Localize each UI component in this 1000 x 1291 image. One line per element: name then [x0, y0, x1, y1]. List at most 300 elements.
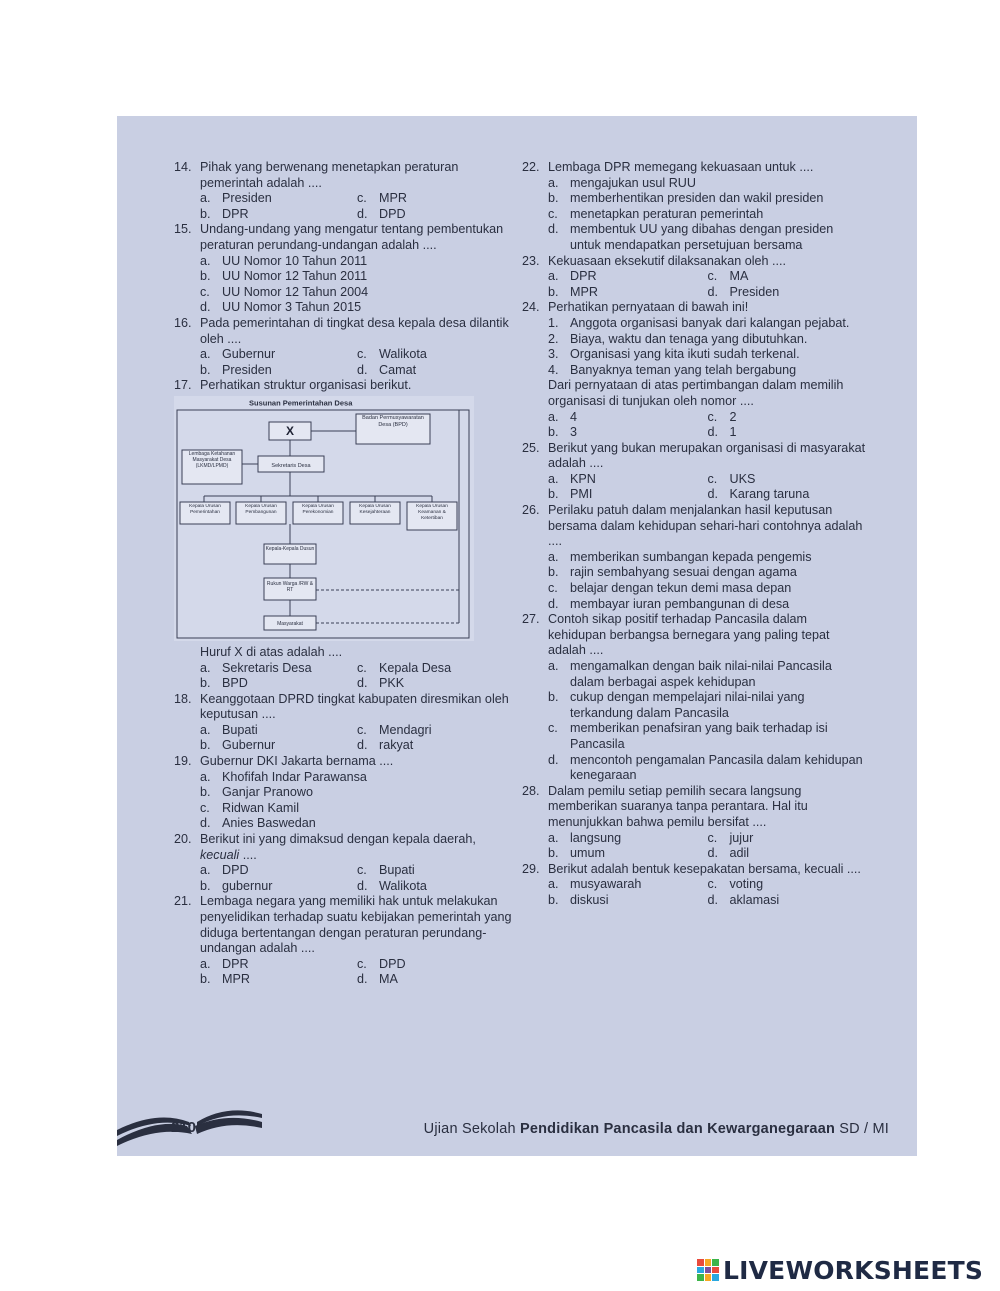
option-letter: d. — [357, 362, 368, 377]
option-text: BPD — [222, 676, 248, 691]
org-rukun-label: Rukun Warga /RW & RT — [266, 580, 314, 593]
option-text: voting — [729, 877, 764, 892]
options-23 — [548, 269, 867, 300]
option-text: Presiden — [222, 191, 272, 206]
option-text: KPN — [570, 471, 596, 486]
options-29 — [548, 877, 867, 908]
left-column — [174, 160, 514, 988]
question-17 — [174, 378, 514, 394]
option[interactable] — [200, 723, 357, 739]
question-18 — [174, 692, 514, 723]
option[interactable] — [708, 846, 868, 862]
footer-prefix: Ujian Sekolah — [423, 1121, 520, 1137]
option-letter: a. — [200, 722, 211, 737]
option-text: UKS — [729, 471, 756, 486]
question-22 — [522, 160, 867, 176]
option[interactable] — [200, 285, 514, 301]
option-letter: b. — [200, 269, 211, 284]
option-letter: a. — [200, 347, 211, 362]
statement-number: 2. — [548, 331, 559, 346]
option[interactable] — [357, 863, 514, 879]
option-letter: b. — [200, 972, 211, 987]
option-letter: d. — [200, 300, 211, 315]
option-text: DPR — [222, 206, 249, 221]
option[interactable] — [708, 425, 868, 441]
question-text: Berikut yang bukan merupakan organisasi di masyarakat adalah .... — [548, 440, 866, 471]
option[interactable] — [548, 831, 708, 847]
brand-icon-cell — [697, 1267, 704, 1274]
option-letter: b. — [200, 362, 211, 377]
option-text: Kepala Desa — [379, 660, 452, 675]
option[interactable] — [548, 410, 708, 426]
option[interactable] — [200, 269, 514, 285]
question-text: Pada pemerintahan di tingkat desa kepala desa dilantik oleh .... — [200, 315, 509, 346]
option-letter: c. — [548, 581, 558, 596]
option-text: Bupati — [222, 722, 258, 737]
option-text: memberikan sumbangan kepada pengemis — [570, 549, 812, 564]
right-column — [522, 160, 867, 909]
brand-icon-cell — [712, 1259, 719, 1266]
question-text: Lembaga negara yang memiliki hak untuk melakukan penyelidikan terhadap suatu kebijakan pemerintah yang diduga bertentangan dengan peraturan perundang-undangan adalah .... — [200, 894, 512, 956]
org-chart — [174, 396, 474, 641]
option-letter: d. — [357, 972, 368, 987]
option-text: MPR — [222, 972, 250, 987]
option-letter: a. — [548, 471, 559, 486]
option-letter: b. — [548, 284, 559, 299]
option[interactable] — [548, 893, 708, 909]
option[interactable] — [357, 879, 514, 895]
brand-icon-cell — [697, 1259, 704, 1266]
org-urusan-label: Kepala Urusan Keamanan & Ketertiban — [416, 503, 448, 521]
option-letter: c. — [357, 956, 367, 971]
question-14 — [174, 160, 514, 191]
option[interactable] — [548, 487, 708, 503]
option-text: DPD — [379, 206, 406, 221]
option[interactable] — [200, 738, 357, 754]
option-letter: b. — [200, 738, 211, 753]
org-urusan-label: Kepala Urusan Pembangunan — [245, 503, 277, 515]
option-text: Khofifah Indar Parawansa — [222, 769, 367, 784]
option[interactable] — [200, 676, 357, 692]
question-26 — [522, 503, 867, 550]
question-text: Undang-undang yang mengatur tentang pembentukan peraturan perundang-undangan adalah .... — [200, 222, 504, 252]
option-text: MPR — [570, 284, 598, 299]
option[interactable] — [708, 410, 868, 426]
options-18 — [200, 723, 514, 754]
statement — [548, 363, 867, 379]
option-text: cukup dengan mempelajari nilai-nilai yang terkandung dalam Pancasila — [570, 690, 805, 720]
option-letter: a. — [548, 409, 559, 424]
option-text: 3 — [570, 425, 578, 440]
option[interactable] — [708, 877, 868, 893]
option-text: Bupati — [379, 863, 415, 878]
question-text: Dalam pemilu setiap pemilih secara langsung memberikan suaranya tanpa perantara. Hal itu menunjukkan bahwa pemilu bersifat .... — [548, 783, 808, 829]
worksheet-page — [117, 116, 917, 1156]
option-text: UU Nomor 10 Tahun 2011 — [222, 253, 368, 268]
option-letter: c. — [548, 206, 558, 221]
option[interactable] — [548, 176, 867, 192]
option-letter: b. — [548, 846, 559, 861]
question-number: 22. — [522, 160, 540, 174]
option-text: Mendagri — [379, 722, 432, 737]
footer-title-bold: Pendidikan Pancasila dan Kewarganegaraan — [519, 1121, 836, 1137]
option-letter: a. — [548, 877, 559, 892]
option-text: Gubernur — [222, 738, 276, 753]
option[interactable] — [548, 269, 708, 285]
org-urusan-label: Kepala Urusan Pemerintahan — [189, 503, 221, 515]
option-text: Camat — [379, 362, 417, 377]
option-text: MA — [729, 269, 749, 284]
option[interactable] — [548, 690, 867, 721]
option-letter: b. — [200, 878, 211, 893]
option-letter: c. — [200, 800, 210, 815]
option-text: aklamasi — [729, 892, 780, 907]
option-text: 2 — [729, 409, 737, 424]
option[interactable] — [200, 972, 357, 988]
option[interactable] — [548, 222, 867, 253]
option-text: umum — [570, 846, 605, 861]
options-28 — [548, 831, 867, 862]
options-20 — [200, 863, 514, 894]
statement-number: 3. — [548, 347, 559, 362]
option[interactable] — [357, 676, 514, 692]
question-text: Contoh sikap positif terhadap Pancasila dalam kehidupan berbangsa bernegara yang paling tepat adalah .... — [548, 612, 830, 658]
option-text: belajar dengan tekun demi masa depan — [570, 581, 792, 596]
question-number: 15. — [174, 222, 192, 237]
option-text: memberikan penafsiran yang baik terhadap isi Pancasila — [570, 721, 828, 751]
option[interactable] — [708, 472, 868, 488]
option[interactable] — [200, 207, 357, 223]
option-text: UU Nomor 12 Tahun 2004 — [222, 284, 369, 299]
question-text: Perilaku patuh dalam menjalankan hasil keputusan bersama dalam kehidupan sehari-hari contohnya adalah .... — [548, 503, 863, 549]
option-letter: a. — [200, 191, 211, 206]
options-21 — [200, 957, 514, 988]
question-19 — [174, 754, 514, 770]
option-text: PKK — [379, 676, 405, 691]
question-27 — [522, 612, 867, 659]
option-text: Karang taruna — [729, 487, 810, 502]
option[interactable] — [200, 661, 357, 677]
option-text: diskusi — [570, 892, 609, 907]
option[interactable] — [548, 550, 867, 566]
option-letter: c. — [200, 284, 210, 299]
org-dusun-label: Kepala-Kepala Dusun — [265, 545, 315, 552]
statement-text: Biaya, waktu dan tenaga yang dibutuhkan. — [570, 331, 808, 346]
option-letter: a. — [548, 659, 559, 673]
question-number: 28. — [522, 783, 540, 798]
option[interactable] — [548, 191, 867, 207]
option-letter: a. — [200, 660, 211, 675]
option-text: Gubernur — [222, 347, 276, 362]
question-15 — [174, 222, 514, 253]
option[interactable] — [357, 723, 514, 739]
option-letter: b. — [548, 191, 559, 206]
option-text: mengajukan usul RUU — [570, 175, 696, 190]
option[interactable] — [200, 347, 357, 363]
statement-text: Banyaknya teman yang telah bergabung — [570, 362, 797, 377]
option-letter: d. — [357, 676, 368, 691]
options-16 — [200, 347, 514, 378]
org-masyarakat-label: Masyarakat — [277, 620, 303, 627]
option-text: rajin sembahyang sesuai dengan agama — [570, 565, 797, 580]
liveworksheets-logo — [697, 1256, 983, 1284]
org-x-label: X — [285, 423, 295, 438]
option-letter: d. — [548, 596, 559, 611]
option-letter: c. — [707, 830, 718, 845]
liveworksheets-icon — [697, 1259, 719, 1281]
question-number: 29. — [522, 861, 540, 876]
question-number: 24. — [522, 300, 540, 315]
option[interactable] — [357, 363, 514, 379]
question-text: Keanggotaan DPRD tingkat kabupaten diresmikan oleh keputusan .... — [200, 691, 509, 722]
statement-text: Anggota organisasi banyak dari kalangan pejabat. — [570, 315, 850, 330]
org-urusan-label: Kepala Urusan Kesejahteraan — [359, 503, 391, 515]
option[interactable] — [708, 285, 868, 301]
question-20 — [174, 832, 514, 863]
brand-name: LIVEWORKSHEETS — [723, 1255, 984, 1285]
option[interactable] — [200, 363, 357, 379]
option-text: memberhentikan presiden dan wakil presiden — [570, 191, 824, 206]
question-number: 26. — [522, 503, 540, 518]
option-text: DPR — [222, 956, 249, 971]
option-letter: d. — [707, 284, 719, 299]
question-number: 27. — [522, 612, 540, 627]
option[interactable] — [548, 721, 867, 752]
option-text: gubernur — [222, 878, 273, 893]
org-sekretaris-label: Sekretaris Desa — [271, 462, 311, 469]
option-letter: a. — [548, 549, 559, 564]
option-text: Ridwan Kamil — [222, 800, 299, 815]
option-text: UU Nomor 3 Tahun 2015 — [222, 300, 362, 315]
org-bpd-label: Badan Permusyawaratan Desa (BPD) — [362, 414, 424, 428]
question-text-end: .... — [239, 847, 257, 862]
option-letter: b. — [200, 785, 211, 800]
option-letter: b. — [200, 676, 211, 691]
option-letter: a. — [200, 769, 211, 784]
brand-icon-cell — [705, 1259, 712, 1266]
option-letter: b. — [548, 425, 559, 440]
option-letter: b. — [548, 892, 559, 907]
footer-suffix: SD / MI — [835, 1121, 889, 1137]
option-text: DPD — [379, 956, 406, 971]
option-text: jujur — [729, 830, 754, 845]
question-text: Perhatikan pernyataan di bawah ini! — [548, 300, 749, 315]
question-text: Kekuasaan eksekutif dilaksanakan oleh .... — [548, 253, 787, 268]
question-number: 19. — [174, 754, 192, 769]
question-text: Perhatikan struktur organisasi berikut. — [200, 378, 412, 393]
option[interactable] — [200, 863, 357, 879]
option[interactable] — [548, 877, 708, 893]
options-25 — [548, 472, 867, 503]
option-letter: c. — [357, 660, 367, 675]
option-text: Sekretaris Desa — [222, 660, 312, 675]
option-text: Ganjar Pranowo — [222, 785, 314, 800]
option[interactable] — [200, 801, 514, 817]
option[interactable] — [548, 207, 867, 223]
option-letter: d. — [707, 425, 719, 440]
question-number: 23. — [522, 253, 540, 268]
option[interactable] — [548, 565, 867, 581]
option[interactable] — [200, 957, 357, 973]
option-letter: d. — [548, 752, 559, 767]
option[interactable] — [548, 425, 708, 441]
brand-icon-cell — [697, 1274, 704, 1281]
options-24 — [548, 410, 867, 441]
option-letter: d. — [357, 878, 368, 893]
option[interactable] — [357, 207, 514, 223]
option-text: 1 — [729, 425, 737, 440]
question-24-followup: Dari pernyataan di atas pertimbangan dalam memilih organisasi di tunjukan oleh nomor .... — [548, 378, 844, 408]
option-text: DPD — [222, 863, 249, 878]
question-number: 16. — [174, 315, 192, 330]
option[interactable] — [357, 191, 514, 207]
org-lembaga-label: Lembaga Ketahanan Masyarakat Desa (LKMD/LPMD) — [188, 450, 236, 469]
option[interactable] — [200, 254, 514, 270]
option-text: Presiden — [222, 362, 272, 377]
question-28 — [522, 784, 867, 831]
option-letter: b. — [548, 487, 559, 502]
option[interactable] — [548, 659, 867, 690]
question-16 — [174, 316, 514, 347]
option-letter: d. — [707, 846, 719, 861]
option-letter: b. — [548, 565, 559, 580]
option-letter: d. — [707, 892, 719, 907]
option-letter: c. — [548, 721, 558, 736]
option-letter: a. — [200, 956, 211, 971]
option-letter: b. — [200, 206, 211, 221]
option[interactable] — [357, 661, 514, 677]
option-letter: c. — [707, 409, 718, 424]
option[interactable] — [357, 347, 514, 363]
option-text: MPR — [379, 191, 407, 206]
option-text: MA — [379, 972, 398, 987]
option-letter: c. — [707, 877, 718, 892]
option-letter: a. — [548, 175, 559, 190]
option-letter: c. — [357, 863, 367, 878]
option-letter: c. — [357, 191, 367, 206]
option-text: mengamalkan dengan baik nilai-nilai Pancasila dalam berbagai aspek kehidupan — [570, 659, 832, 689]
option-text: Walikota — [379, 347, 427, 362]
option-text: musyawarah — [570, 877, 642, 892]
option-text: Anies Baswedan — [222, 816, 316, 831]
options-14 — [200, 191, 514, 222]
option-text: membayar iuran pembangunan di desa — [570, 596, 790, 611]
option-letter: d. — [357, 738, 368, 753]
option-text: mencontoh pengamalan Pancasila dalam kehidupan kenegaraan — [570, 752, 863, 783]
statement — [548, 332, 867, 348]
page-number: 210 — [171, 1119, 197, 1136]
statement-number: 4. — [548, 362, 559, 377]
option-letter: a. — [548, 830, 559, 845]
option[interactable] — [548, 753, 867, 784]
org-urusan-label: Kepala Urusan Perekonomian — [302, 503, 334, 515]
question-17-prompt: Huruf X di atas adalah .... — [200, 644, 343, 659]
option-text: 4 — [570, 409, 578, 424]
option-letter: d. — [200, 816, 211, 831]
option[interactable] — [357, 738, 514, 754]
question-text: Gubernur DKI Jakarta bernama .... — [200, 754, 394, 769]
option-letter: d. — [707, 487, 719, 502]
question-text: Berikut ini yang dimaksud dengan kepala daerah, — [200, 832, 476, 847]
question-29 — [522, 862, 867, 878]
question-24 — [522, 300, 867, 316]
brand-icon-cell — [705, 1274, 712, 1281]
option[interactable] — [200, 770, 514, 786]
option[interactable] — [548, 846, 708, 862]
option-text: UU Nomor 12 Tahun 2011 — [222, 269, 368, 284]
options-17 — [200, 661, 514, 692]
option[interactable] — [708, 269, 868, 285]
option-letter: d. — [357, 206, 368, 221]
question-21 — [174, 894, 514, 956]
option-letter: d. — [548, 222, 559, 237]
question-text: Berikut adalah bentuk kesepakatan bersama, kecuali .... — [548, 861, 861, 876]
option[interactable] — [200, 785, 514, 801]
option-letter: c. — [707, 471, 718, 486]
option-text: DPR — [570, 269, 597, 284]
option[interactable] — [548, 581, 867, 597]
page-footer — [117, 1096, 917, 1156]
statement — [548, 347, 867, 363]
option-text: adil — [729, 846, 750, 861]
question-23 — [522, 254, 867, 270]
option[interactable] — [357, 972, 514, 988]
statement-text: Organisasi yang kita ikuti sudah terkenal. — [570, 347, 800, 362]
option-text: Presiden — [729, 284, 780, 299]
option-letter: c. — [707, 269, 718, 284]
footer-title — [424, 1121, 889, 1137]
question-number: 21. — [174, 894, 192, 909]
option[interactable] — [708, 487, 868, 503]
question-text-emphasis: kecuali — [200, 847, 240, 862]
option[interactable] — [200, 191, 357, 207]
option-letter: c. — [357, 347, 367, 362]
option-letter: a. — [200, 253, 211, 268]
question-number: 20. — [174, 832, 192, 847]
org-chart-title: Susunan Pemerintahan Desa — [249, 398, 353, 408]
question-25 — [522, 441, 867, 472]
option-text: membentuk UU yang dibahas dengan presiden untuk mendapatkan persetujuan bersama — [570, 222, 834, 252]
option-text: PMI — [570, 487, 593, 502]
option-letter: c. — [357, 722, 367, 737]
question-text: Lembaga DPR memegang kekuasaan untuk .... — [548, 160, 814, 174]
option[interactable] — [548, 597, 867, 613]
option-text: langsung — [570, 830, 622, 845]
option-text: rakyat — [379, 738, 414, 753]
option[interactable] — [200, 300, 514, 316]
option[interactable] — [708, 831, 868, 847]
option[interactable] — [548, 472, 708, 488]
brand-icon-cell — [712, 1267, 719, 1274]
option-text: Walikota — [379, 878, 427, 893]
brand-icon-cell — [712, 1274, 719, 1281]
option-text: menetapkan peraturan pemerintah — [570, 206, 764, 221]
option[interactable] — [708, 893, 868, 909]
question-number: 25. — [522, 440, 540, 455]
statement-number: 1. — [548, 315, 559, 330]
option[interactable] — [200, 879, 357, 895]
option[interactable] — [548, 285, 708, 301]
option-letter: b. — [548, 690, 559, 705]
option-letter: a. — [200, 863, 211, 878]
question-number: 17. — [174, 378, 192, 393]
question-text: Pihak yang berwenang menetapkan peraturan pemerintah adalah .... — [200, 160, 459, 190]
option[interactable] — [357, 957, 514, 973]
question-number: 14. — [174, 160, 192, 174]
option[interactable] — [200, 816, 514, 832]
statement — [548, 316, 867, 332]
brand-icon-cell — [705, 1267, 712, 1274]
